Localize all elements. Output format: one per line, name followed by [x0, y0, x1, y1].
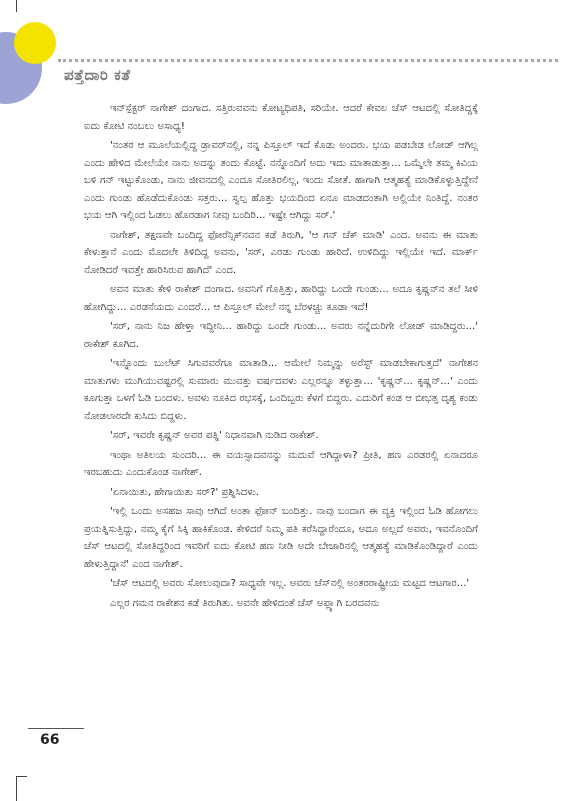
paragraph: 'ಚೆಸ್ ಆಟದಲ್ಲಿ ಅವರು ಸೋಲುವುದಾ? ಸಾಧ್ಯವೇ ಇಲ್ಲ. ಅವರು ಚೆಸ್‌ನಲ್ಲಿ ಅಂತರರಾಷ್ಟ್ರೀಯ ಮಟ್ಟದ ಆಟಗಾರ...' — [110, 578, 470, 589]
article-body — [84, 100, 478, 614]
section-title: ಪತ್ತೆದಾರಿ ಕತೆ — [64, 66, 131, 84]
paragraph: ಎಲ್ಲರ ಗಮನ ರಾಕೇಶನ ಕಡೆ ತಿರುಗಿತು. ಅವನೇ ಹೇಳಿದಂತೆ ಚೆಸ್ ಅಪ್ಲ್ಯಾಗಿ ಬರದವನು — [110, 597, 380, 609]
paragraph: 'ನಂತರ ಆ ಮೂಲೆಯಲ್ಲಿದ್ದ ಡ್ರಾವರ್‌ನಲ್ಲಿ, ನನ್ನ ಪಿಸ್ತೂಲ್ ಇದೆ ಕೊಡು ಅಂದರು. ಭಯ ಪಡಬೇಡ ಲೋಡ್ ಆಗಿಲ್ಲ ಎಂದು ಹೇಳಿದ ಮೇಲೆಯೇ ನಾನು ಅದನ್ನು ತಂದು ಕೊಟ್ಟೆ. ನನ್ನೊಂದಿಗೆ ಅದು ಇದು ಮಾತಾಡುತ್ತಾ... ಒಮ್ಮೆಲೇ ತಮ್ಮ ಕಿವಿಯ ಬಳಿ ಗನ್ ಇಟ್ಟುಕೊಂಡು, ನಾನು ಜೀವನದಲ್ಲಿ ಎಂದೂ ಸೋತಿರಲಿಲ್ಲ, ಇಂದು ಸೋತೆ. ಹಾಗಾಗಿ ಆತ್ಮಹತ್ಯೆ ಮಾಡಿಕೊಳ್ಳುತ್ತಿದ್ದೇನೆ ಎಂದು ಗುಂಡು ಹೊಡೆದುಕೊಂಡು ಸತ್ತರು... ಸ್ವಲ್ಪ ಹೊತ್ತು ಭಯದಿಂದ ಏನೂ ಮಾಡದಂತಾಗಿ ಅಲ್ಲಿಯೇ ನಿಂತಿದ್ದೆ. ನಂತರ ಭಯ ಆಗಿ ಇಲ್ಲಿಂದ ಓಡಲು ಹೊರಡಾಗ ನೀವು ಬಂದಿರಿ... ಇಷ್ಟೇ ಆಗಿದ್ದು ಸರ್.' — [84, 140, 478, 221]
paragraph: 'ಏನಾಯಿತು, ಹೇಗಾಯಿತು ಸರ್?' ಪ್ರಶ್ನಿಸಿದಳು. — [110, 486, 260, 498]
paragraph: 'ಇನ್ನೊಂದು ಬುಲೆಟ್ ಸಿಗುವವರೆಗೂ ಮಾತಾಡಿ... ಆಮೇಲೆ ನಿಮ್ಮನ್ನು ಅರೆಸ್ಟ್ ಮಾಡಬೇಕಾಗುತ್ತದೆ' ನಾಗೇಶನ ಮಾತುಗಳು ಮುಗಿಯುವಷ್ಟರಲ್ಲಿ ಸುಮಾರು ಮುವತ್ತು ವರ್ಷದವಳು ಎಲ್ಲರನ್ನೂ ತಳ್ಳುತ್ತಾ... 'ಕೃಷ್ಣನ್... ಕೃಷ್ಣನ್...' ಎಂದು ಕೂಗುತ್ತಾ ಒಳಗೆ ಓಡಿ ಬಂದಳು. ಅವಳು ನೂಕಿದ ರಭಸಕ್ಕೆ, ಒಂದಿಬ್ಬರು ಕೆಳಗೆ ಬಿದ್ದರು. ಎದುರಿಗೆ ಕಂಡ ಆ ಬೀಭತ್ಸ ದೃಶ್ಯ ಕಂಡು ನೋಡಲಾರದೇ ಕುಸಿದು ಬಿದ್ದಳು. — [84, 358, 478, 422]
paragraph: ನಾಗೇಶ್, ತಕ್ಷಣವೇ ಬಂದಿದ್ದ ಫೋರೆನ್ಸಿಕ್‌ನವನ ಕಡೆ ತಿರುಗಿ, 'ಆ ಗನ್ ಚೆಕ್ ಮಾಡಿ' ಎಂದ. ಅವನು ಈ ಮಾತು ಕೇಳುತ್ತಾನೆ ಎಂದು ಮೊದಲೇ ತಿಳಿದಿದ್ದ ಅವನು, 'ಸರ್, ಎರಡು ಗುಂಡು ಹಾರಿದೆ. ಉಳಿದಿದ್ದು ಇಲ್ಲಿಯೇ ಇದೆ. ಮಾರ್ಕ್ ನೋಡಿದರೆ ಇವತ್ತೇ ಹಾರಿಸಿರುವ ಹಾಗಿದೆ' ಎಂದ. — [84, 229, 478, 276]
paragraph: ಇನ್‌ಸ್ಪೆಕ್ಟರ್ ನಾಗೇಶ್ ದಂಗಾದ. ಸತ್ತಿರುವವನು ಕೋಟ್ಯಧಿಪತಿ, ಸರಿಯೇ. ಆದರೆ ಕೇವಲ ಚೆಸ್ ಆಟದಲ್ಲಿ ಸೋತಿದ್ದಕ್ಕೆ ಐದು ಕೋಟಿ ನಂಬಲು ಅಸಾಧ್ಯ! — [84, 103, 478, 132]
paragraph: 'ಸರ್, ನಾನು ನಿಜ ಹೇಳ್ತಾ ಇದ್ದೀನಿ... ಹಾರಿದ್ದು ಒಂದೇ ಗುಂಡು... ಅವರು ನನ್ನೆದುರಿಗೇ ಲೋಡ್ ಮಾಡಿದ್ದರು...' ರಾಕೇಶ್ ಕೂಗಿದ. — [84, 321, 478, 350]
footer-rule — [28, 728, 84, 729]
paragraph: ಇಂಥಾ ಅತಿಲಯ ಸುಂದರಿ... ಈ ವಯಸ್ಸಾದವನನ್ನು ಮದುವೆ ಆಗಿದ್ದಾಳಾ? ಪ್ರೀತಿ, ಹಣ ಎರಡರಲ್ಲಿ ಏನಾದರೂ ಇರಬಹುದು ಎಂದುಕೊಂಡ ನಾಗೇಶ್. — [84, 449, 478, 478]
paragraph: ಅವನ ಮಾತು ಕೇಳಿ ರಾಕೇಶ್ ದಂಗಾದ. ಅವನಿಗೆ ಗೊತ್ತಿತ್ತು, ಹಾರಿದ್ದು ಒಂದೇ ಗುಂಡು... ಅದೂ ಕೃಷ್ಣನ್‌ನ ತಲೆ ಸೀಳಿ ಹೋಗಿದ್ದು... ಎರಡನೆಯದು ಎಂದರೆ... ಆ ಪಿಸ್ತೂಲ್ ಮೇಲೆ ನನ್ನ ಬೆರಳಚ್ಚು ಕೂಡಾ ಇದೆ! — [84, 284, 478, 313]
dotted-header-rule — [58, 59, 558, 62]
paragraph: 'ಸರ್, ಇವರೇ ಕೃಷ್ಣನ್ ಅವರ ಪತ್ನಿ' ನಿಧಾನವಾಗಿ ನುಡಿದ ರಾಕೇಶ್. — [110, 430, 319, 441]
crop-mark-bottom — [16, 776, 27, 801]
crop-mark-top — [16, 0, 27, 12]
decorative-yellow-circle — [14, 22, 56, 64]
page-number: 66 — [40, 732, 60, 748]
paragraph: 'ಇಲ್ಲಿ ಒಂದು ಅಸಹಜ ಸಾವು ಆಗಿದೆ ಅಂತಾ ಫೋನ್ ಬಂದಿತ್ತು. ನಾವು ಬಂದಾಗ ಈ ವ್ಯಕ್ತಿ ಇಲ್ಲಿಂದ ಓಡಿ ಹೋಗಲು ಪ್ರಯತ್ನಿಸುತ್ತಿದ್ದು, ನಮ್ಮ ಕೈಗೆ ಸಿಕ್ಕಿ ಹಾಕಿಕೊಂಡ. ಕೇಳಿದರೆ ನಿಮ್ಮ ಪತಿ ಕರೆಸಿದ್ದಾರೆಂದೂ, ಅದೂ ಅಲ್ಲದೆ ಅವರು, ಇವನೊಂದಿಗೆ ಚೆಸ್ ಆಟದಲ್ಲಿ ಸೋತಿದ್ದರಿಂದ ಇವರಿಗೆ ಐದು ಕೋಟಿ ಹಣ ನೀಡಿ ಅದೇ ಬೇಜಾರಿನಲ್ಲಿ ಆತ್ಮಹತ್ಯೆ ಮಾಡಿಕೊಂಡಿದ್ದಾರೆ ಎಂದು ಹೇಳುತ್ತಿದ್ದಾನೆ' ಎಂದ ನಾಗೇಶ್. — [84, 506, 478, 570]
